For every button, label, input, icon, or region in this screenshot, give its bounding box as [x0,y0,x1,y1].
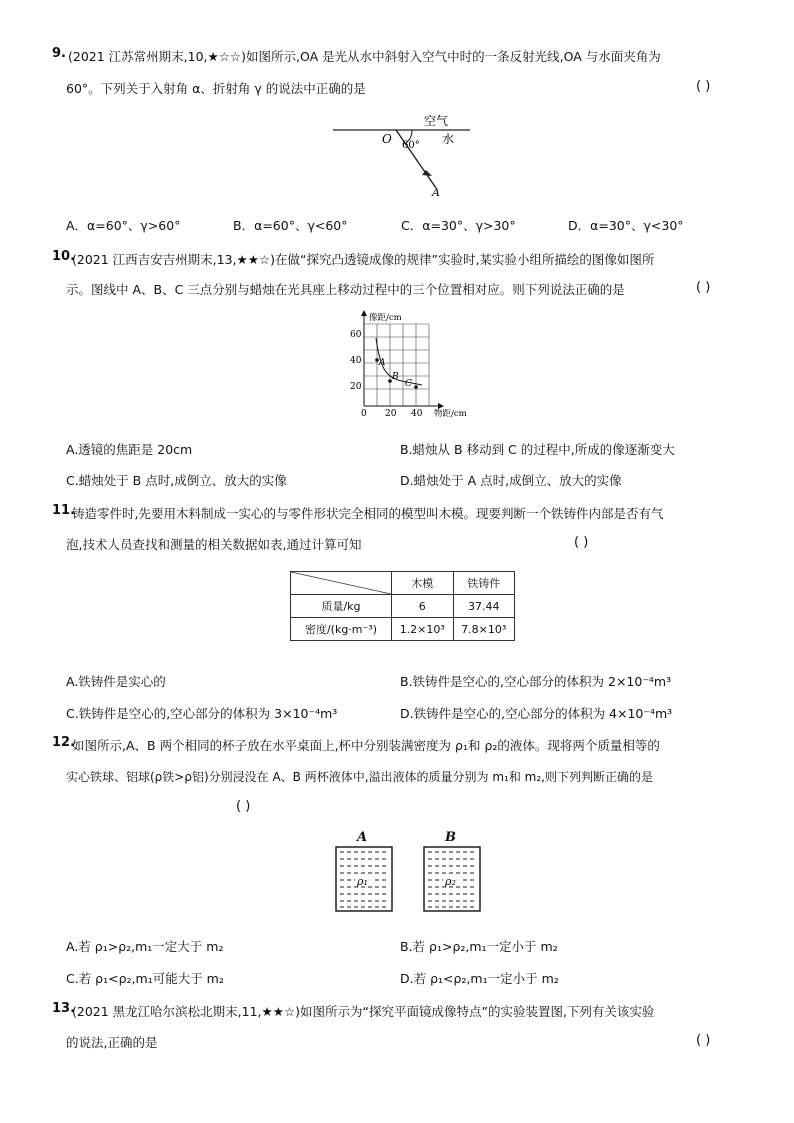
question-text-line2: 泡,技术人员查找和测量的相关数据如表,通过计算可知 [66,537,362,552]
table-corner-cell [291,572,392,595]
question-text-line1: (2021 江苏常州期末,10,★☆☆)如图所示,OA 是光从水中斜射入空气中时的一条反射光线,OA 与水面夹角为 [68,49,661,64]
label-air: 空气 [424,114,449,128]
table-row [291,618,515,641]
lens-image-chart [342,308,477,420]
option-a: A.若 ρ₁>ρ₂,m₁一定大于 m₂ [66,939,224,954]
beaker-b-label: B [445,830,456,845]
refraction-figure [330,112,475,197]
table-cell: 6 [392,595,454,618]
y-tick-60: 60 [350,330,362,340]
question-text-line1: (2021 黑龙江哈尔滨松北期末,11,★★☆)如图所示为“探究平面镜成像特点”的实验装置图,下列有关该实验 [72,1004,655,1019]
table-row [291,595,515,618]
beaker-a-body [335,846,393,912]
y-tick-40: 40 [350,356,362,366]
option-c: C.铁铸件是空心的,空心部分的体积为 3×10⁻⁴m³ [66,706,338,721]
table-header: 木模 [392,572,454,595]
option-c: C.若 ρ₁<ρ₂,m₁可能大于 m₂ [66,971,224,986]
question-number: 12. [52,735,76,750]
question-text-line2: 60°。下列关于入射角 α、折射角 γ 的说法中正确的是 [66,81,366,96]
table-cell: 7.8×10³ [453,618,515,641]
option-a: A．α=60°、γ>60° [66,218,181,233]
option-d: D.若 ρ₁<ρ₂,m₁一定小于 m₂ [400,971,559,986]
row-label: 密度/(kg·m⁻³) [291,618,392,641]
question-number: 13. [52,1001,76,1016]
x-tick-20: 20 [385,409,397,419]
option-b: B.铁铸件是空心的,空心部分的体积为 2×10⁻⁴m³ [400,674,672,689]
answer-bracket: ( ) [574,535,589,550]
question-number: 11. [52,503,76,518]
option-a: A.透镜的焦距是 20cm [66,442,193,457]
question-text-line1: 铸造零件时,先要用木料制成一实心的与零件形状完全相同的模型叫木模。现要判断一个铁铸件内部是否有气 [72,506,664,521]
question-number: 10. [52,249,76,264]
rho2-label: ρ₂ [445,875,456,888]
label-angle: 60° [402,140,420,151]
option-a: A.铁铸件是实心的 [66,674,166,689]
answer-bracket: ( ) [696,1033,711,1048]
table-cell: 37.44 [453,595,515,618]
option-b: B.若 ρ₁>ρ₂,m₁一定小于 m₂ [400,939,558,954]
x-tick-40: 40 [411,409,423,419]
label-o: O [382,132,392,146]
option-c: C.蜡烛处于 B 点时,成倒立、放大的实像 [66,473,287,488]
option-d: D．α=30°、γ<30° [568,218,684,233]
answer-bracket: ( ) [696,79,711,94]
answer-bracket: ( ) [236,799,251,814]
row-label: 质量/kg [291,595,392,618]
y-axis-label: 像距/cm [369,313,402,323]
rho1-label: ρ₁ [357,875,368,888]
y-tick-20: 20 [350,382,362,392]
question-text-line1: 如图所示,A、B 两个相同的杯子放在水平桌面上,杯中分别装满密度为 ρ₁和 ρ₂的液体。现将两个质量相等的 [72,738,660,753]
beaker-a-label: A [357,830,368,845]
x-tick-0: 0 [361,409,367,419]
option-d: D.铁铸件是空心的,空心部分的体积为 4×10⁻⁴m³ [400,706,673,721]
question-text-line2: 实心铁球、铝球(ρ铁>ρ铝)分别浸没在 A、B 两杯液体中,溢出液体的质量分别为 m₁和 m₂,则下列判断正确的是 [66,770,653,784]
data-table [290,571,515,641]
table-header-row [291,572,515,595]
option-c: C．α=30°、γ>30° [401,218,516,233]
point-b-label: B [392,372,399,382]
option-b: B.蜡烛从 B 移动到 C 的过程中,所成的像逐渐变大 [400,442,675,457]
label-a: A [432,186,440,197]
option-b: B．α=60°、γ<60° [233,218,348,233]
x-axis-label: 物距/cm [434,409,467,419]
answer-bracket: ( ) [696,280,711,295]
table-cell: 1.2×10³ [392,618,454,641]
option-d: D.蜡烛处于 A 点时,成倒立、放大的实像 [400,473,622,488]
question-text-line2: 的说法,正确的是 [66,1035,158,1050]
label-water: 水 [442,132,455,146]
question-text-line2: 示。图线中 A、B、C 三点分别与蜡烛在光具座上移动过程中的三个位置相对应。则下列说法正确的是 [66,282,625,297]
question-text-line1: (2021 江西吉安吉州期末,13,★★☆)在做“探究凸透镜成像的规律”实验时,某实验小组所描绘的图像如图所 [72,252,655,267]
question-number: 9. [52,46,66,61]
beaker-b-body [423,846,481,912]
table-header: 铁铸件 [453,572,515,595]
point-c-label: C [405,379,412,389]
beaker-a [335,832,393,912]
beaker-b [423,832,481,912]
point-a-label: A [379,358,386,368]
